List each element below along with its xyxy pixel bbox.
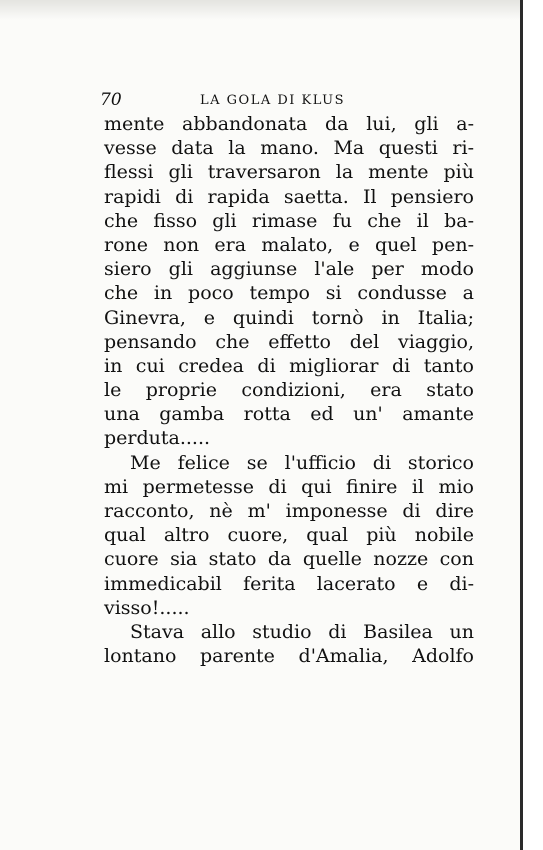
text-line: flessi gli traversaron la mente più [104, 161, 474, 184]
text-line: le proprie condizioni, era stato [104, 379, 474, 402]
text-line: Ginevra, e quindi tornò in Italia; [104, 306, 474, 329]
text-line: che fisso gli rimase fu che il ba- [104, 209, 474, 232]
text-line: visso!..... [104, 596, 190, 619]
text-line: in cui credea di migliorar di tanto [104, 354, 474, 377]
page-number: 70 [100, 90, 122, 110]
text-line: lontano parente d'Amalia, Adolfo [104, 645, 474, 668]
page-header [100, 90, 480, 112]
text-line: cuore sia stato da quelle nozze con [104, 548, 474, 571]
text-line: pensando che effetto del viaggio, [104, 330, 474, 353]
text-line: racconto, nè m' imponesse di dire [104, 500, 474, 522]
paragraph-first-line: Stava allo studio di Basilea un [130, 620, 474, 643]
text-line: immedicabil ferita lacerato e di- [104, 572, 474, 595]
text-line: rapidi di rapida saetta. Il pensiero [104, 185, 474, 208]
text-line: perduta..... [104, 427, 211, 450]
text-line: che in poco tempo si condusse a [104, 282, 474, 305]
text-line: siero gli aggiunse l'ale per modo [104, 258, 474, 281]
paragraph-first-line: Me felice se l'ufficio di storico [130, 451, 474, 474]
text-line: rone non era malato, e quel pen- [104, 233, 474, 256]
text-line: mi permetesse di qui finire il mio [104, 475, 474, 498]
text-line: vesse data la mano. Ma questi ri- [104, 137, 474, 160]
page-top-edge [0, 0, 520, 20]
text-line: mente abbandonata da lui, gli a- [104, 113, 474, 135]
text-line: qual altro cuore, qual più nobile [104, 524, 474, 547]
body-text [104, 112, 474, 668]
running-title: LA GOLA DI KLUS [200, 93, 346, 108]
page-binding-edge [520, 0, 543, 850]
text-line: una gamba rotta ed un' amante [104, 403, 474, 426]
